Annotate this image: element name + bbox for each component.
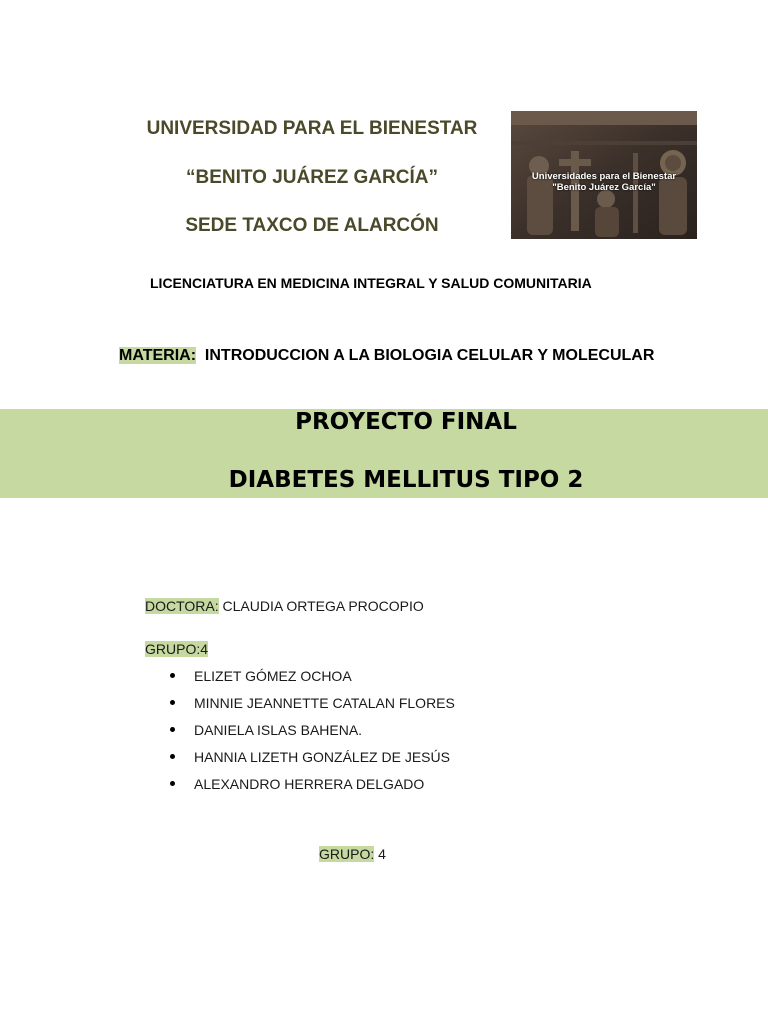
bullet-icon — [170, 727, 175, 732]
bullet-icon — [170, 754, 175, 759]
member-name: DANIELA ISLAS BAHENA. — [194, 722, 363, 738]
subject-label: MATERIA: — [119, 347, 197, 364]
group-label-wrap — [145, 641, 208, 657]
group-line — [145, 641, 208, 657]
list-item — [170, 720, 455, 747]
doctor-line — [145, 598, 424, 614]
bullet-icon — [170, 673, 175, 678]
title-banner — [0, 409, 768, 498]
university-logo-image — [511, 111, 697, 239]
logo-caption — [511, 171, 697, 193]
group-value: 4 — [200, 641, 209, 657]
list-item — [170, 666, 455, 693]
group-label: GRUPO: — [145, 641, 201, 657]
member-name: ALEXANDRO HERRERA DELGADO — [194, 776, 425, 792]
subject-value: INTRODUCCION A LA BIOLOGIA CELULAR Y MOLECULAR — [204, 347, 655, 364]
list-item — [170, 693, 455, 720]
member-name: MINNIE JEANNETTE CATALAN FLORES — [194, 695, 455, 711]
bullet-icon — [170, 700, 175, 705]
footer-group-line — [319, 846, 386, 862]
list-item — [170, 774, 455, 801]
bullet-icon — [170, 781, 175, 786]
footer-group-label: GRUPO: — [319, 846, 375, 862]
program-title: LICENCIATURA EN MEDICINA INTEGRAL Y SALUD COMUNITARIA — [150, 275, 592, 291]
doctor-name: CLAUDIA ORTEGA PROCOPIO — [222, 598, 424, 614]
footer-group-value: 4 — [378, 846, 386, 862]
member-name: HANNIA LIZETH GONZÁLEZ DE JESÚS — [194, 749, 450, 765]
logo-caption-line2: "Benito Juárez García" — [552, 182, 656, 193]
doctor-label: DOCTORA: — [145, 598, 219, 614]
member-list — [170, 666, 455, 801]
logo-caption-line1: Universidades para el Bienestar — [531, 171, 677, 182]
member-name: ELIZET GÓMEZ OCHOA — [194, 668, 352, 684]
list-item — [170, 747, 455, 774]
campus-name: SEDE TAXCO DE ALARCÓN — [185, 215, 439, 236]
university-title: UNIVERSIDAD PARA EL BIENESTAR — [146, 118, 478, 139]
university-name: “BENITO JUÁREZ GARCÍA” — [186, 167, 438, 188]
project-title: PROYECTO FINAL — [295, 409, 517, 435]
project-topic: DIABETES MELLITUS TIPO 2 — [228, 467, 584, 493]
subject-line — [119, 347, 654, 365]
